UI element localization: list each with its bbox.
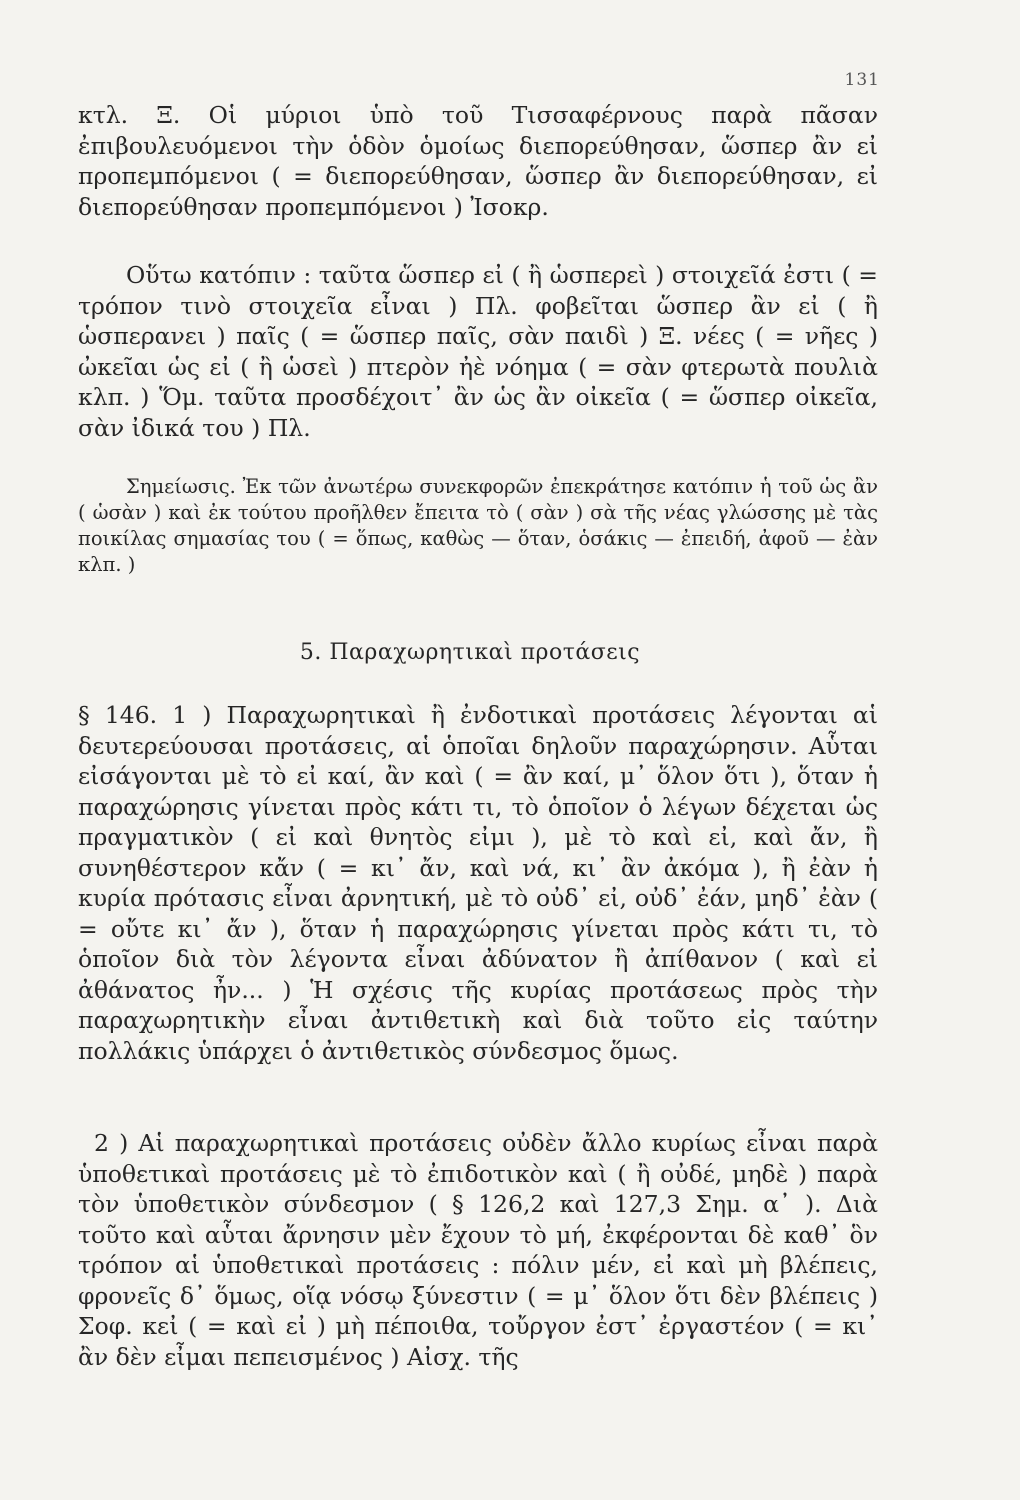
section-146-paragraph-2 (78, 1128, 878, 1372)
paragraph-text: § 146. 1 ) Παραχωρητικαὶ ἢ ἐνδοτικαὶ προτάσεις λέγονται αἱ δευτερεύουσαι προτάσεις, αἱ ὁποῖαι δηλοῦν παραχώρησιν. Αὗται εἰσάγονται μὲ τὸ εἰ καί, ἂν καὶ ( = ἂν καί, μ᾽ ὅλον ὅτι ), ὅταν ἡ παραχώρησις γίνεται πρὸς κάτι τι, τὸ ὁποῖον ὁ λέγων δέχεται ὡς πραγματικὸν ( εἰ καὶ θνητὸς εἰμι ), μὲ τὸ καὶ εἰ, καὶ ἄν, ἢ συνηθέστερον κἄν ( = κι᾽ ἄν, καὶ νά, κι᾽ ἂν ἀκόμα ), ἢ ἐὰν ἡ κυρία πρότασις εἶναι ἀρνητική, μὲ τὸ οὐδ᾽ εἰ, οὐδ᾽ ἐάν, μηδ᾽ ἐὰν ( = οὔτε κι᾽ ἄν ), ὅταν ἡ παραχώρησις γίνεται πρὸς κάτι τι, τὸ ὁποῖον διὰ τὸν λέγοντα εἶναι ἀδύνατον ἢ ἀπίθανον ( καὶ εἰ ἀθάνατος ἦν... ) Ἡ σχέσις τῆς κυρίας προτάσεως πρὸς τὴν παραχωρητικὴν εἶναι ἀντιθετικὴ καὶ διὰ τοῦτο εἰς ταύτην πολλάκις ὑπάρχει ὁ ἀντιθετικὸς σύνδεσμος ὅμως. (78, 701, 878, 1065)
page-number: 131 (844, 70, 880, 90)
paragraph-examples-1 (78, 100, 878, 222)
note-text: Σημείωσις. Ἐκ τῶν ἀνωτέρω συνεκφορῶν ἐπεκράτησε κατόπιν ἡ τοῦ ὡς ἂν ( ὡσὰν ) καὶ ἐκ τούτου προῆλθεν ἔπειτα τὸ ( σὰν ) σὰ τῆς νέας γλώσσης μὲ τὰς ποικίλας σημασίας του ( = ὅπως, καθὼς — ὅταν, ὁσάκις — ἐπειδή, ἀφοῦ — ἐὰν κλπ. ) (78, 475, 878, 576)
note-paragraph (78, 474, 878, 578)
paragraph-text: κτλ. Ξ. Οἱ μύριοι ὑπὸ τοῦ Τισσαφέρνους παρὰ πᾶσαν ἐπιβουλευόμενοι τὴν ὁδὸν ὁμοίως διεπορεύθησαν, ὥσπερ ἂν εἰ προπεμπόμενοι ( = διεπορεύθησαν, ὥσπερ ἂν διεπορεύθησαν, εἰ διεπορεύθησαν προπεμπόμενοι ) Ἰσοκρ. (78, 101, 878, 221)
paragraph-text: Οὕτω κατόπιν : ταῦτα ὥσπερ εἰ ( ἢ ὡσπερεὶ ) στοιχεῖά ἐστι ( = τρόπον τινὸ στοιχεῖα εἶναι ) Πλ. φοβεῖται ὥσπερ ἂν εἰ ( ἢ ὡσπερανει ) παῖς ( = ὥσπερ παῖς, σὰν παιδὶ ) Ξ. νέες ( = νῆες ) ὠκεῖαι ὡς εἰ ( ἢ ὡσεὶ ) πτερὸν ἠὲ νόημα ( = σὰν φτερωτὰ πουλιὰ κλπ. ) Ὅμ. ταῦτα προσδέχοιτ᾽ ἂν ὡς ἂν οἰκεῖα ( = ὥσπερ οἰκεῖα, σὰν ἰδικά του ) Πλ. (78, 261, 878, 442)
section-146-paragraph-1 (78, 700, 878, 1066)
paragraph-examples-2 (78, 260, 878, 443)
paragraph-text: 2 ) Αἱ παραχωρητικαὶ προτάσεις οὐδὲν ἄλλο κυρίως εἶναι παρὰ ὑποθετικαὶ προτάσεις μὲ τὸ ἐπιδοτικὸν καὶ ( ἢ οὐδέ, μηδὲ ) παρὰ τὸν ὑποθετικὸν σύνδεσμον ( § 126,2 καὶ 127,3 Σημ. α᾽ ). Διὰ τοῦτο καὶ αὗται ἄρνησιν μὲν ἔχουν τὸ μή, ἐκφέρονται δὲ καθ᾽ ὃν τρόπον αἱ ὑποθετικαὶ προτάσεις : πόλιν μέν, εἰ καὶ μὴ βλέπεις, φρονεῖς δ᾽ ὅμως, οἵᾳ νόσῳ ξύνεστιν ( = μ᾽ ὅλον ὅτι δὲν βλέπεις ) Σοφ. κεἰ ( = καὶ εἰ ) μὴ πέποιθα, τοὔργον ἐστ᾽ ἐργαστέον ( = κι᾽ ἂν δὲν εἶμαι πεπεισμένος ) Αἰσχ. τῆς (78, 1129, 878, 1371)
section-heading: 5. Παραχωρητικαὶ προτάσεις (299, 640, 641, 665)
